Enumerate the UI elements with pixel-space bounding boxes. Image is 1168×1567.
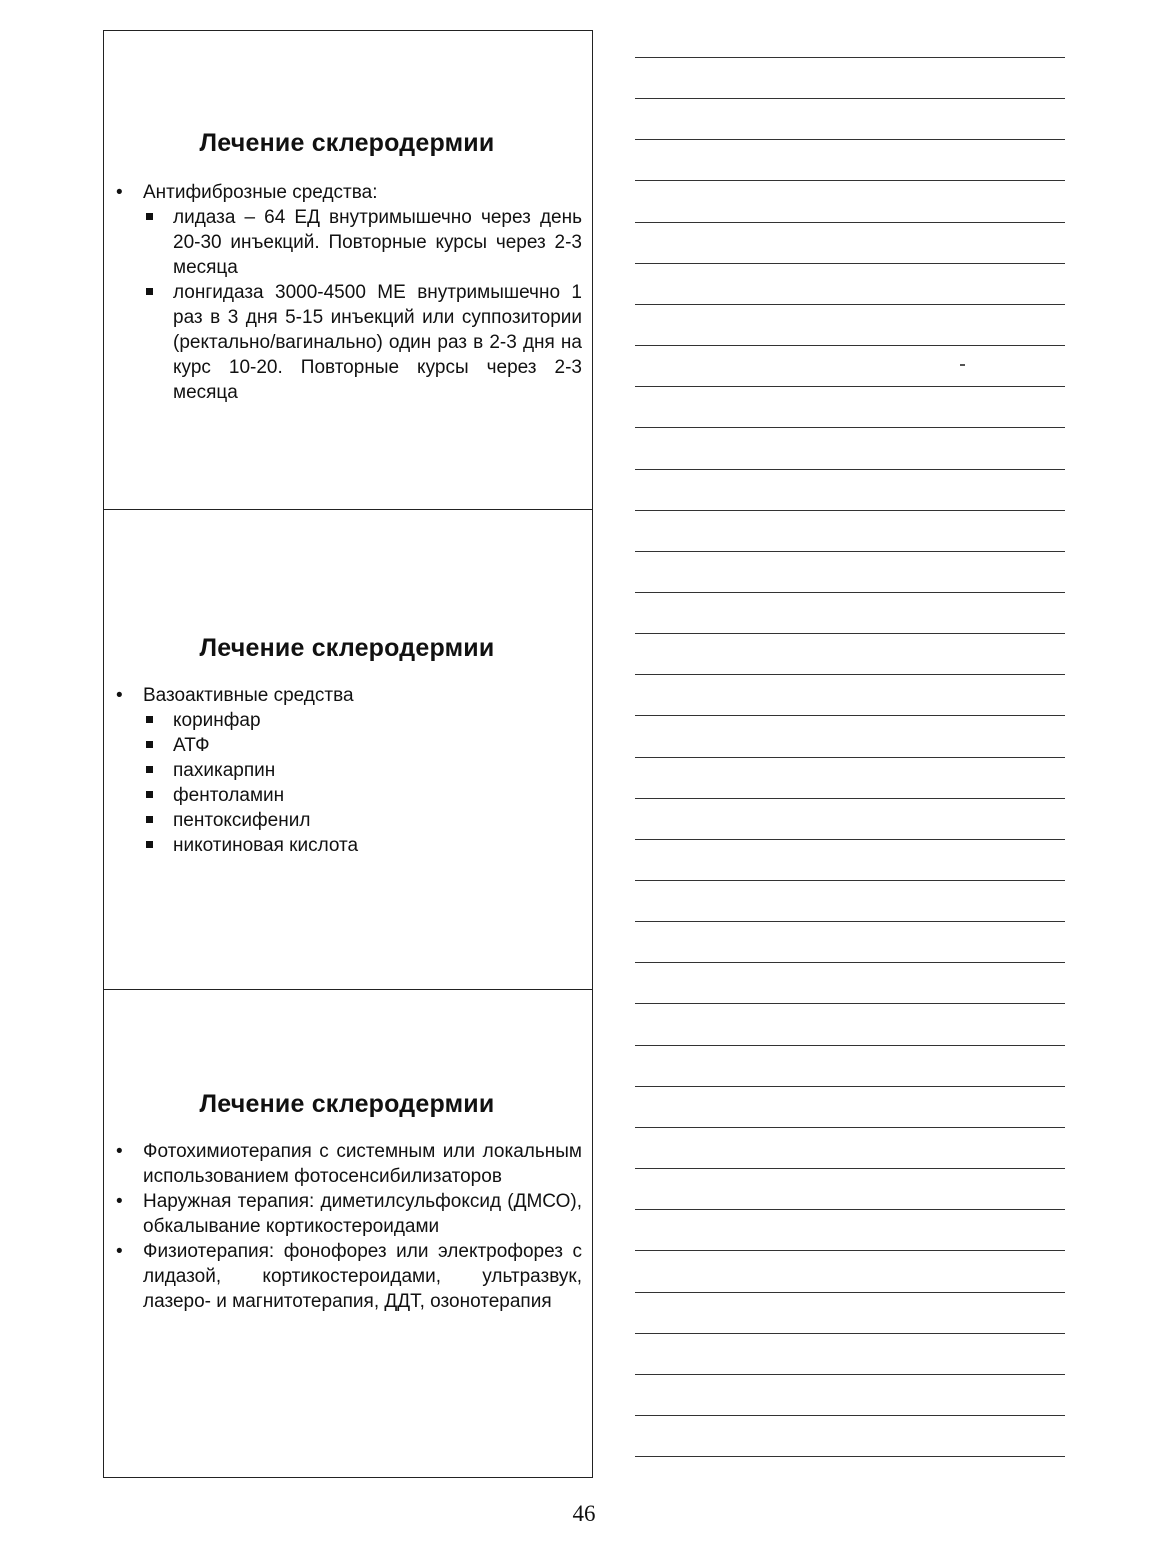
note-line [635, 57, 1065, 58]
sub-item [143, 205, 582, 280]
sub-item [143, 758, 582, 783]
note-line [635, 633, 1065, 634]
bullet-item [112, 1239, 582, 1314]
note-line [635, 1209, 1065, 1210]
note-line [635, 386, 1065, 387]
square-bullet-icon [146, 741, 153, 748]
sub-list [143, 205, 582, 405]
note-line [635, 674, 1065, 675]
sub-item-text: никотиновая кислота [173, 835, 359, 856]
note-line [635, 1045, 1065, 1046]
note-line [635, 1250, 1065, 1251]
bullet-text: Вазоактивные средства [143, 685, 354, 706]
note-line [635, 715, 1065, 716]
note-line [635, 1415, 1065, 1416]
note-line [635, 798, 1065, 799]
note-line [635, 1086, 1065, 1087]
bullet-dot-icon: • [116, 1241, 123, 1262]
bullet-text: Наружная терапия: диметилсульфоксид (ДМСО), обкалывание кортикостероидами [143, 1191, 582, 1237]
stray-mark [960, 364, 965, 366]
slide-vasoactive [104, 510, 592, 990]
note-line [635, 139, 1065, 140]
slide-title: Лечение склеродермии [199, 129, 495, 157]
note-line [635, 1168, 1065, 1169]
page-number: 46 [572, 1501, 596, 1526]
note-line [635, 839, 1065, 840]
note-line [635, 1003, 1065, 1004]
note-line [635, 880, 1065, 881]
bullet-dot-icon: • [116, 1141, 123, 1162]
note-line [635, 921, 1065, 922]
sub-list [143, 708, 582, 858]
bullet-item [112, 1139, 582, 1189]
slide-title: Лечение склеродермии [199, 634, 495, 662]
bullet-item [112, 1189, 582, 1239]
slide-physiotherapy [104, 990, 592, 1477]
sub-item [143, 280, 582, 405]
square-bullet-icon [146, 716, 153, 723]
note-line [635, 469, 1065, 470]
square-bullet-icon [146, 816, 153, 823]
slide-antifibrotic [104, 31, 592, 510]
bullet-dot-icon: • [116, 182, 123, 203]
note-line [635, 1456, 1065, 1457]
note-line [635, 98, 1065, 99]
sub-item [143, 833, 582, 858]
note-line [635, 1127, 1065, 1128]
bullet-dot-icon: • [116, 1191, 123, 1212]
bullet-dot-icon: • [116, 685, 123, 706]
sub-item-text: лонгидаза 3000-4500 МЕ внутримышечно 1 раз в 3 дня 5-15 инъекций или суппозитории (ректально/вагинально) один раз в 2-3 дня на курс 10-20. Повторные курсы через 2-3 месяца [173, 282, 582, 403]
bullet-text: Фотохимиотерапия с системным или локальным использованием фотосенсибилизаторов [143, 1141, 582, 1187]
note-line [635, 304, 1065, 305]
note-line [635, 510, 1065, 511]
note-line [635, 180, 1065, 181]
square-bullet-icon [146, 288, 153, 295]
slide-title: Лечение склеродермии [199, 1090, 495, 1118]
bullet-list [112, 683, 582, 858]
square-bullet-icon [146, 213, 153, 220]
bullet-text: Антифиброзные средства: [143, 182, 378, 203]
sub-item-text: лидаза – 64 ЕД внутримышечно через день 20-30 инъекций. Повторные курсы через 2-3 месяца [173, 207, 582, 278]
bullet-item [112, 683, 582, 858]
sub-item-text: коринфар [173, 710, 261, 731]
note-line [635, 1333, 1065, 1334]
sub-item-text: фентоламин [173, 785, 285, 806]
sub-item-text: пахикарпин [173, 760, 276, 781]
note-line [635, 551, 1065, 552]
bullet-list [112, 180, 582, 405]
bullet-item [112, 180, 582, 405]
sub-item [143, 733, 582, 758]
note-line [635, 427, 1065, 428]
note-line [635, 1292, 1065, 1293]
note-line [635, 345, 1065, 346]
note-line [635, 592, 1065, 593]
slides-column [103, 30, 593, 1478]
note-line [635, 222, 1065, 223]
note-line [635, 263, 1065, 264]
bullet-text: Физиотерапия: фонофорез или электрофорез с лидазой, кортикостероидами, ультразвук, лазеро- и магнитотерапия, ДДТ, озонотерапия [143, 1241, 582, 1312]
square-bullet-icon [146, 841, 153, 848]
note-line [635, 962, 1065, 963]
note-line [635, 1374, 1065, 1375]
note-line [635, 757, 1065, 758]
square-bullet-icon [146, 791, 153, 798]
sub-item-text: АТФ [173, 735, 210, 756]
sub-item [143, 808, 582, 833]
bullet-list [112, 1139, 582, 1314]
sub-item [143, 708, 582, 733]
sub-item-text: пентоксифенил [173, 810, 311, 831]
square-bullet-icon [146, 766, 153, 773]
sub-item [143, 783, 582, 808]
notes-lines [635, 0, 1065, 1567]
